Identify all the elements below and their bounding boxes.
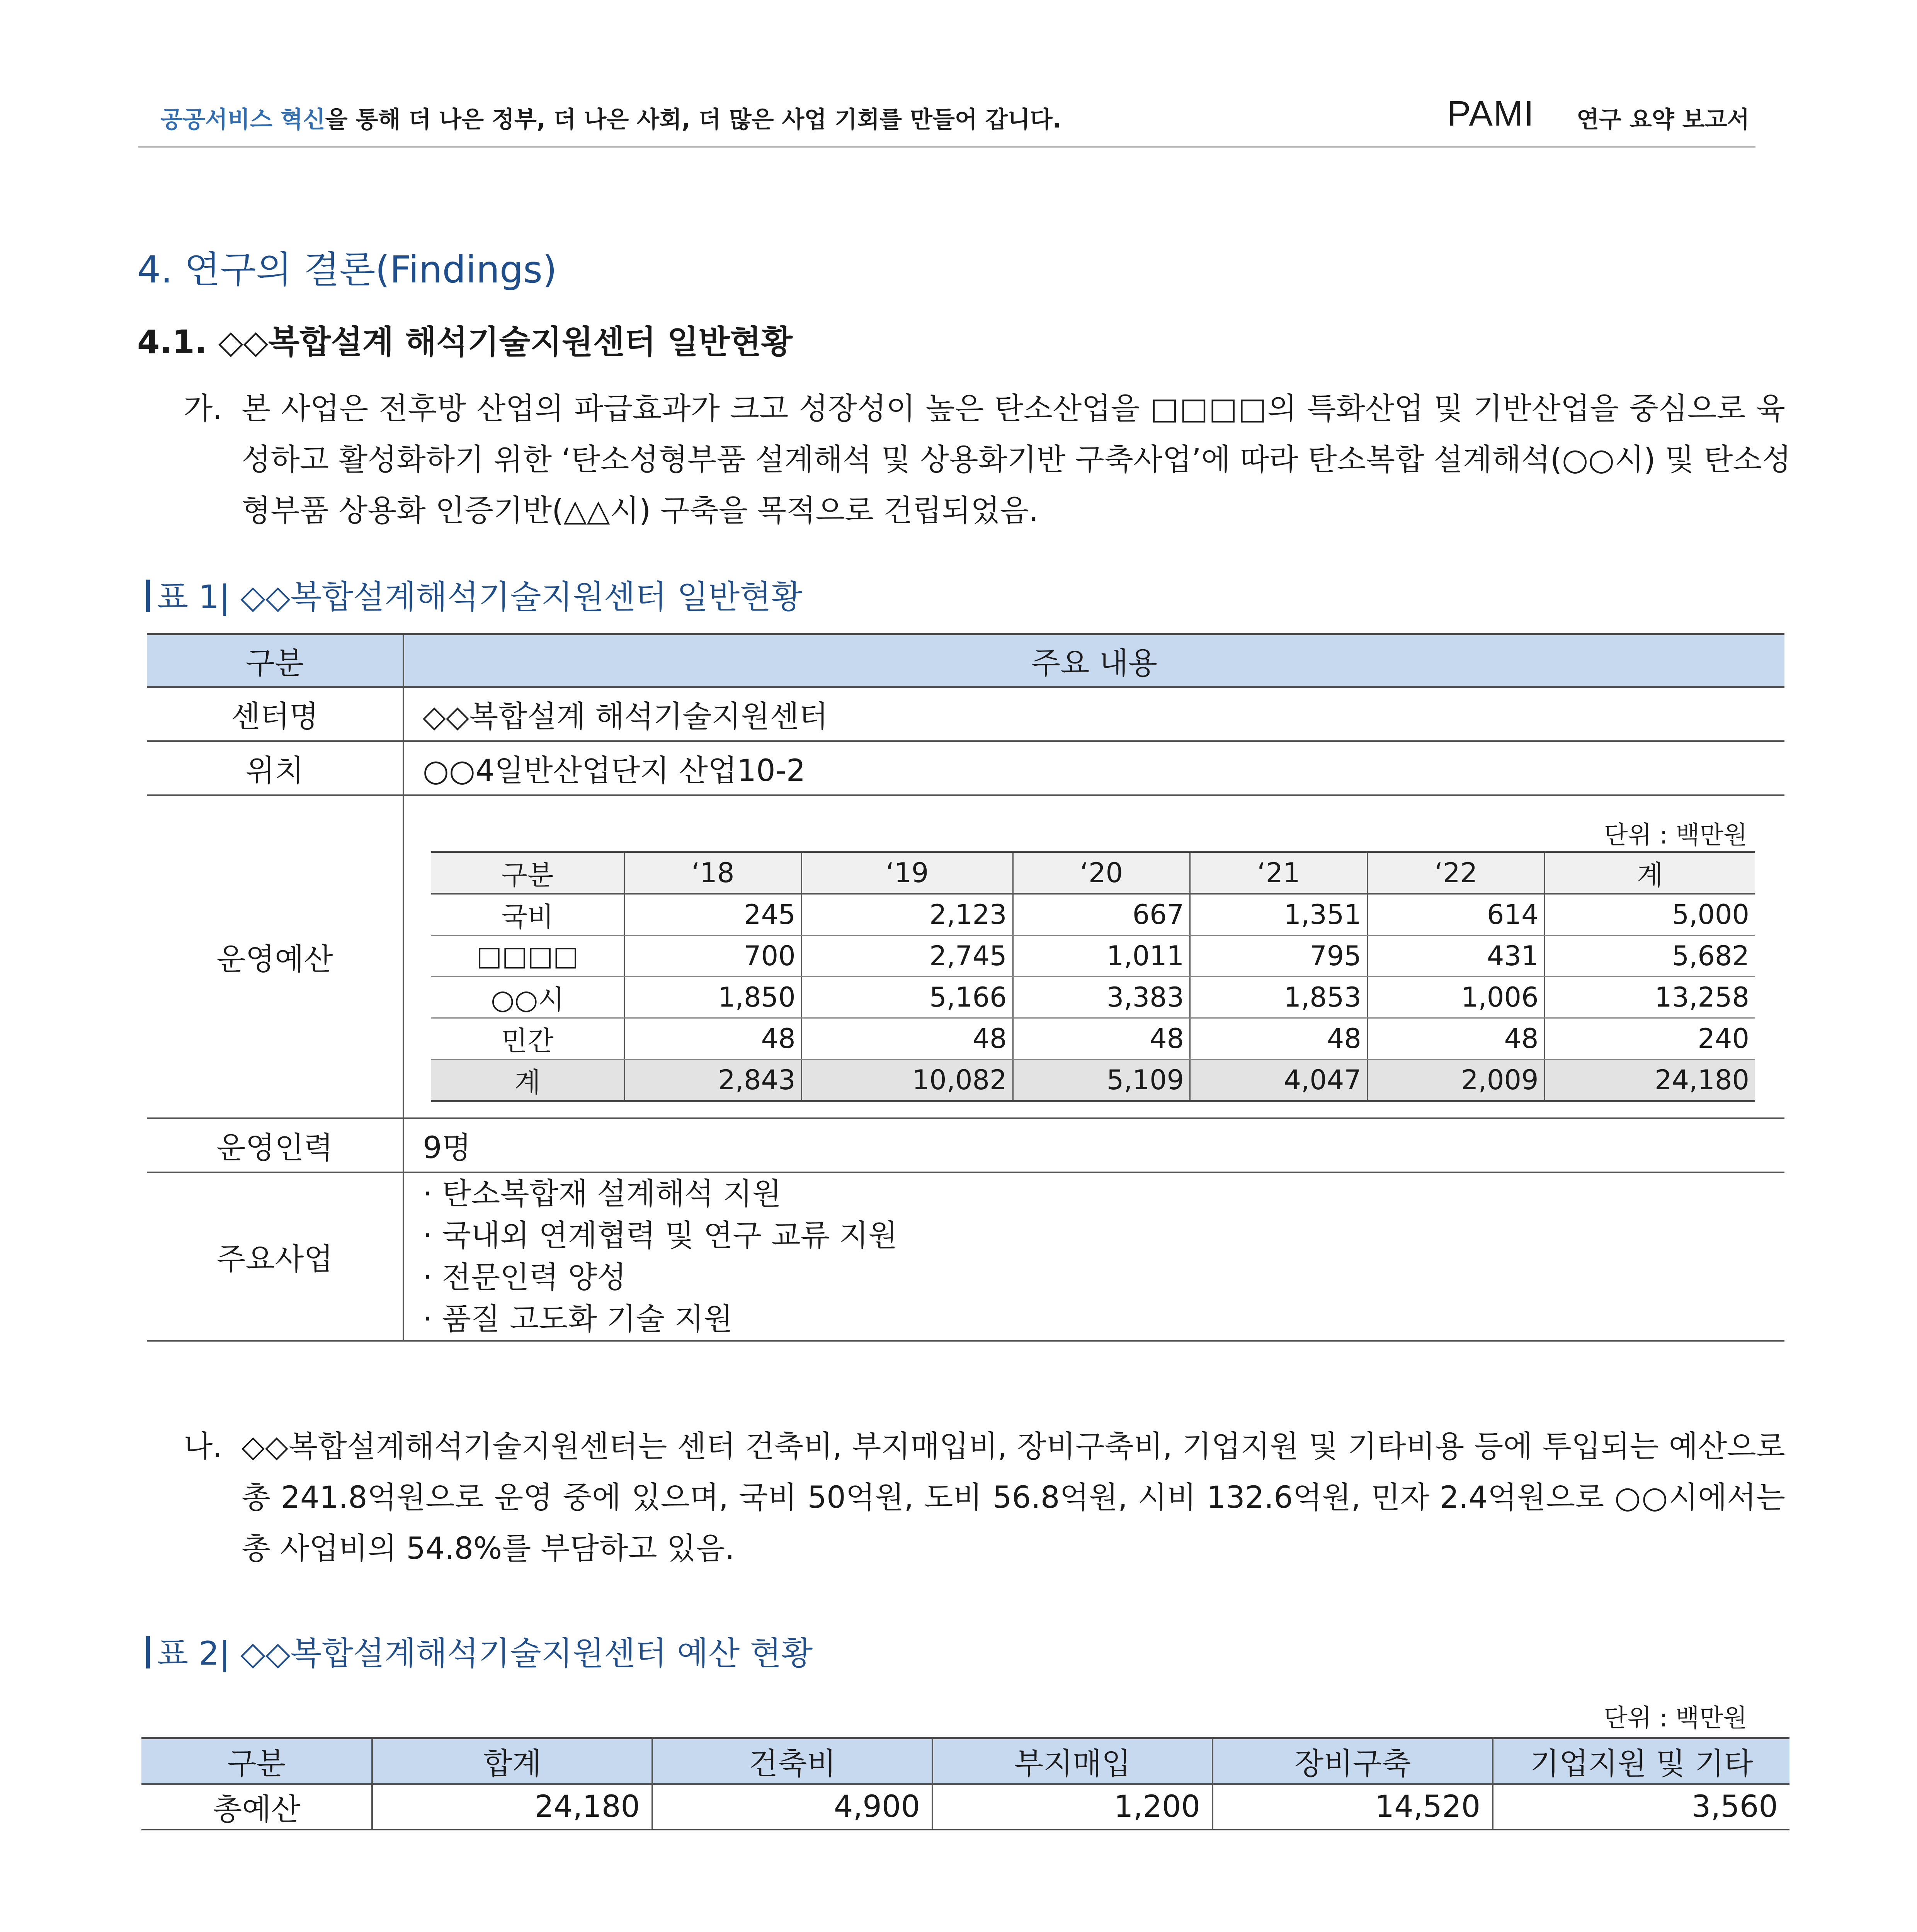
budget-cell — [403, 795, 1784, 1118]
budget-row-label: ○○시 — [431, 977, 624, 1018]
list-item: · 전문인력 양성 — [423, 1260, 626, 1295]
budget-cell-value: 614 — [1367, 894, 1544, 935]
budget-unit: 단위 : 백만원 — [1604, 821, 1747, 850]
table2-unit: 단위 : 백만원 — [1604, 1704, 1747, 1733]
header-divider — [138, 146, 1755, 148]
list-item: · 품질 고도화 기술 지원 — [423, 1302, 733, 1337]
cell-value: 4,900 — [652, 1784, 932, 1830]
table-row — [141, 1784, 1789, 1830]
budget-col-header: 구분 — [431, 852, 624, 894]
budget-cell-value: 1,853 — [1190, 977, 1368, 1018]
row-label: 운영예산 — [147, 795, 403, 1118]
table2-budget-status — [141, 1737, 1789, 1830]
paragraph-marker: 가. — [184, 391, 223, 426]
paragraph-ga — [184, 383, 1791, 536]
budget-cell-value: 2,123 — [801, 894, 1013, 935]
budget-col-header: ‘18 — [624, 852, 802, 894]
list-item: · 탄소복합재 설계해석 지원 — [423, 1177, 782, 1211]
table-row — [147, 741, 1784, 795]
title-bar — [146, 580, 150, 612]
paragraph-line: 본 사업은 전후방 산업의 파급효과가 크고 성장성이 높은 탄소산업을 □□□□의 특화산업 및 기반산업을 중심으로 육 — [242, 391, 1785, 426]
paragraph-line: 총 사업비의 54.8%를 부담하고 있음. — [242, 1531, 735, 1566]
budget-cell-value: 48 — [1190, 1018, 1368, 1060]
budget-col-header: ‘20 — [1013, 852, 1190, 894]
table-row — [147, 1118, 1784, 1172]
budget-cell-value: 1,850 — [624, 977, 802, 1018]
header-motto-highlight: 공공서비스 혁신 — [160, 106, 325, 133]
budget-row — [431, 935, 1755, 977]
table1-title-text: 표 1| ◇◇복합설계해석기술지원센터 일반현황 — [157, 578, 803, 616]
budget-cell-value: 5,109 — [1013, 1060, 1190, 1101]
paragraph-marker: 나. — [184, 1429, 223, 1464]
business-list — [403, 1172, 1784, 1341]
paragraph-line: 성하고 활성화하기 위한 ‘탄소성형부품 설계해석 및 상용화기반 구축사업’에 따라 탄소복합 설계해석(○○시) 및 탄소성 — [242, 442, 1791, 477]
budget-col-header: ‘22 — [1367, 852, 1544, 894]
budget-col-header: ‘19 — [801, 852, 1013, 894]
budget-header-row — [431, 852, 1755, 894]
col-header: 건축비 — [652, 1738, 932, 1784]
budget-cell-value: 13,258 — [1544, 977, 1755, 1018]
budget-table — [431, 851, 1755, 1102]
budget-cell-value: 431 — [1367, 935, 1544, 977]
table-row — [147, 1172, 1784, 1341]
list-item: · 국내외 연계협력 및 연구 교류 지원 — [423, 1218, 898, 1253]
budget-cell-value: 795 — [1190, 935, 1368, 977]
paragraph-line: ◇◇복합설계해석기술지원센터는 센터 건축비, 부지매입비, 장비구축비, 기업지원 및 기타비용 등에 투입되는 예산으로 — [242, 1429, 1785, 1464]
col-header: 기업지원 및 기타 — [1493, 1738, 1789, 1784]
budget-cell-value: 240 — [1544, 1018, 1755, 1060]
budget-row — [431, 977, 1755, 1018]
budget-cell-value: 2,745 — [801, 935, 1013, 977]
budget-row — [431, 894, 1755, 935]
budget-row-label: 국비 — [431, 894, 624, 935]
paragraph-line: 형부품 상용화 인증기반(△△시) 구축을 목적으로 건립되었음. — [242, 493, 1039, 528]
header-report-type: 연구 요약 보고서 — [1577, 106, 1750, 133]
budget-cell-value: 1,011 — [1013, 935, 1190, 977]
col-header: 구분 — [141, 1738, 372, 1784]
cell-value: 1,200 — [932, 1784, 1213, 1830]
col-header: 주요 내용 — [403, 634, 1784, 687]
budget-cell-value: 245 — [624, 894, 802, 935]
budget-cell-value: 667 — [1013, 894, 1190, 935]
budget-row-label: 민간 — [431, 1018, 624, 1060]
row-label: 센터명 — [147, 687, 403, 741]
cell-value: 24,180 — [372, 1784, 652, 1830]
table1-title — [146, 571, 803, 618]
header-brand: PAMI — [1447, 94, 1535, 133]
budget-cell-value: 5,166 — [801, 977, 1013, 1018]
row-value: 9명 — [403, 1118, 1784, 1172]
header-motto-text: 을 통해 더 나은 정부, 더 나은 사회, 더 많은 사업 기회를 만들어 갑니다. — [325, 106, 1061, 133]
row-value: ○○4일반산업단지 산업10-2 — [403, 741, 1784, 795]
budget-cell-value: 1,351 — [1190, 894, 1368, 935]
budget-row-label: □□□□ — [431, 935, 624, 977]
budget-cell-value: 48 — [624, 1018, 802, 1060]
title-bar — [146, 1636, 150, 1668]
col-header: 구분 — [147, 634, 403, 687]
budget-cell-value: 1,006 — [1367, 977, 1544, 1018]
row-value: ◇◇복합설계 해석기술지원센터 — [403, 687, 1784, 741]
budget-cell-value: 48 — [801, 1018, 1013, 1060]
budget-total-row — [431, 1060, 1755, 1101]
budget-cell-value: 3,383 — [1013, 977, 1190, 1018]
budget-cell-value: 2,843 — [624, 1060, 802, 1101]
table1-general-status — [147, 633, 1784, 1342]
table2-title-text: 표 2| ◇◇복합설계해석기술지원센터 예산 현황 — [157, 1634, 813, 1672]
budget-cell-value: 10,082 — [801, 1060, 1013, 1101]
budget-cell-value: 24,180 — [1544, 1060, 1755, 1101]
budget-cell-value: 700 — [624, 935, 802, 977]
budget-row-label: 계 — [431, 1060, 624, 1101]
table-row — [147, 687, 1784, 741]
paragraph-line: 총 241.8억원으로 운영 중에 있으며, 국비 50억원, 도비 56.8억원, 시비 132.6억원, 민자 2.4억원으로 ○○시에서는 — [242, 1480, 1786, 1515]
row-label: 운영인력 — [147, 1118, 403, 1172]
budget-row — [431, 1018, 1755, 1060]
budget-cell-value: 2,009 — [1367, 1060, 1544, 1101]
budget-col-header: 계 — [1544, 852, 1755, 894]
budget-cell-value: 4,047 — [1190, 1060, 1368, 1101]
cell-value: 14,520 — [1213, 1784, 1493, 1830]
row-label: 주요사업 — [147, 1172, 403, 1341]
budget-col-header: ‘21 — [1190, 852, 1368, 894]
col-header: 장비구축 — [1213, 1738, 1493, 1784]
header-motto — [160, 101, 1061, 134]
table2-title — [146, 1628, 813, 1674]
table-header-row — [147, 634, 1784, 687]
budget-cell-value: 5,682 — [1544, 935, 1755, 977]
budget-cell-value: 48 — [1367, 1018, 1544, 1060]
table-row — [147, 795, 1784, 1118]
section-subheading: 4.1. ◇◇복합설계 해석기술지원센터 일반현황 — [137, 323, 793, 361]
table-header-row — [141, 1738, 1789, 1784]
section-heading: 4. 연구의 결론(Findings) — [137, 248, 557, 291]
col-header: 합계 — [372, 1738, 652, 1784]
budget-cell-value: 5,000 — [1544, 894, 1755, 935]
row-label: 위치 — [147, 741, 403, 795]
budget-cell-value: 48 — [1013, 1018, 1190, 1060]
paragraph-na — [184, 1421, 1785, 1574]
col-header: 부지매입 — [932, 1738, 1213, 1784]
cell-value: 3,560 — [1493, 1784, 1789, 1830]
row-label: 총예산 — [141, 1784, 372, 1830]
